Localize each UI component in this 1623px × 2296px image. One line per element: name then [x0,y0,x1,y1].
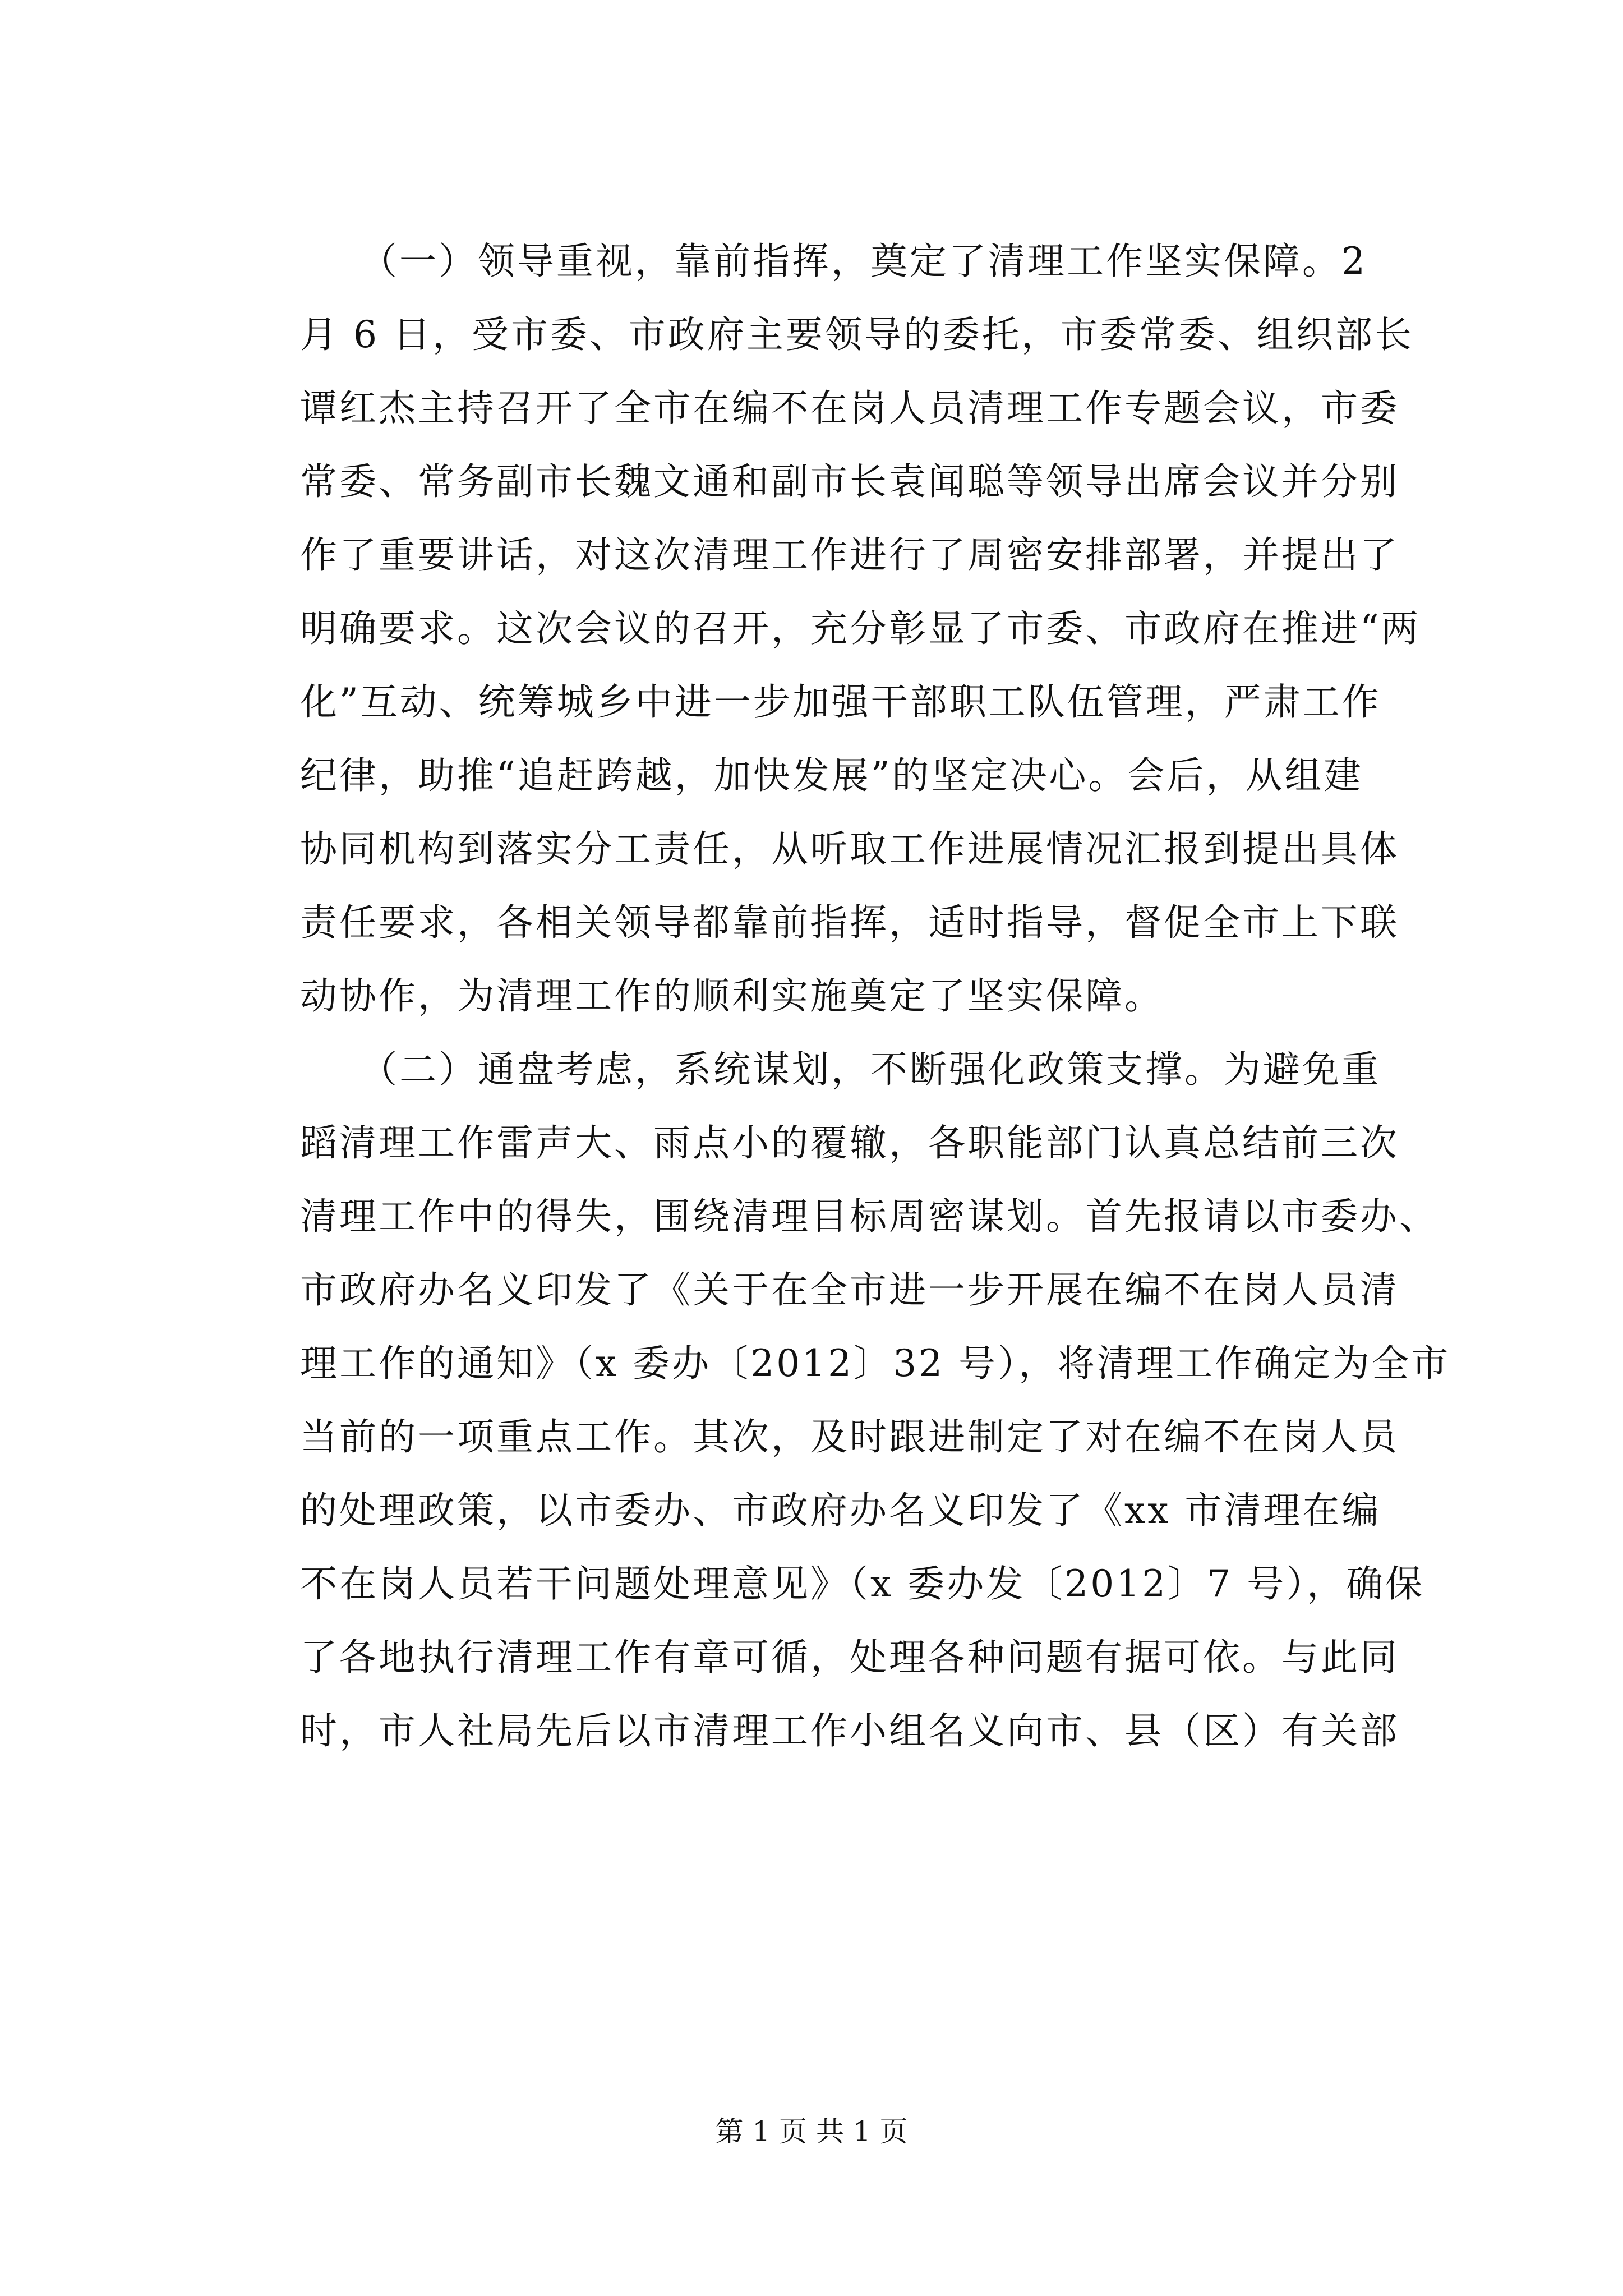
text-line: 明确要求。这次会议的召开，充分彰显了市委、市政府在推进“两 [300,607,1421,650]
text-line: 了各地执行清理工作有章可循，处理各种问题有据可依。与此同 [300,1636,1399,1679]
text-line: 不在岗人员若干问题处理意见》（x 委办发〔2012〕7 号），确保 [300,1562,1425,1605]
text-line: （二）通盘考虑，系统谋划，不断强化政策支撑。为避免重 [300,1048,1381,1091]
text-line: 协同机构到落实分工责任，从听取工作进展情况汇报到提出具体 [300,827,1399,871]
text-line: 常委、常务副市长魏文通和副市长袁闻聪等领导出席会议并分别 [300,460,1399,503]
text-line: 作了重要讲话，对这次清理工作进行了周密安排部署，并提出了 [300,533,1399,577]
document-body [300,224,1451,1768]
text-line: 责任要求，各相关领导都靠前指挥，适时指导，督促全市上下联 [300,901,1399,944]
text-line: 纪律，助推“追赶跨越，加快发展”的坚定决心。会后，从组建 [300,754,1363,797]
text-line: 蹈清理工作雷声大、雨点小的覆辙，各职能部门认真总结前三次 [300,1121,1399,1165]
text-line: 化”互动、统筹城乡中进一步加强干部职工队伍管理，严肃工作 [300,680,1381,724]
text-line: 时，市人社局先后以市清理工作小组名义向市、县（区）有关部 [300,1709,1399,1752]
text-line: 动协作，为清理工作的顺利实施奠定了坚实保障。 [300,974,1164,1018]
text-line: 理工作的通知》（x 委办〔2012〕32 号），将清理工作确定为全市 [300,1342,1451,1385]
page-number-footer: 第 1 页 共 1 页 [715,2115,908,2148]
text-line: 当前的一项重点工作。其次，及时跟进制定了对在编不在岗人员 [300,1415,1399,1458]
text-line: 清理工作中的得失，围绕清理目标周密谋划。首先报请以市委办、 [300,1195,1438,1238]
text-line: 谭红杰主持召开了全市在编不在岗人员清理工作专题会议，市委 [300,386,1399,430]
text-line: 月 6 日，受市委、市政府主要领导的委托，市委常委、组织部长 [300,313,1414,356]
text-line: 市政府办名义印发了《关于在全市进一步开展在编不在岗人员清 [300,1268,1399,1312]
text-line: （一）领导重视，靠前指挥，奠定了清理工作坚实保障。2 [300,240,1367,283]
text-line: 的处理政策，以市委办、市政府办名义印发了《xx 市清理在编 [300,1489,1381,1532]
